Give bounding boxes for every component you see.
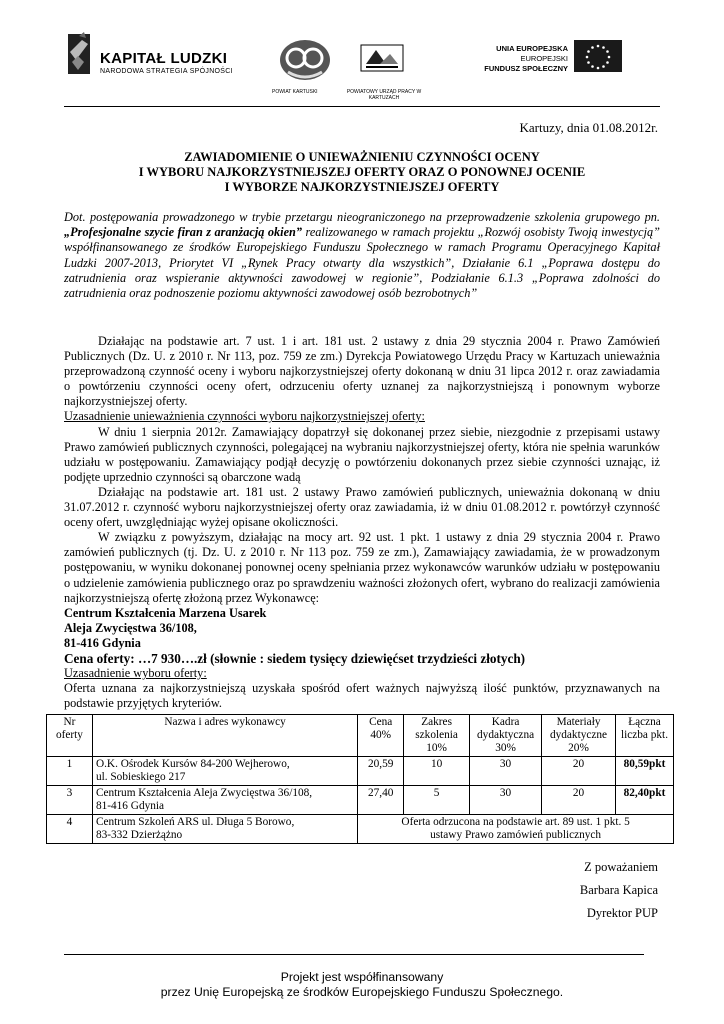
cell-name-line2: 83-332 Dzierżążno — [95, 829, 183, 841]
powiat-kartuski-caption: POWIAT KARTUSKI — [272, 89, 318, 95]
rejected-line2: ustawy Prawo zamówień publicznych — [430, 829, 602, 841]
header-total: Łączna liczba pkt. — [616, 715, 674, 757]
pup-caption: POWIATOWY URZĄD PRACY W KARTUZACH — [346, 89, 422, 101]
signature-block — [580, 856, 658, 925]
paragraph-5: Oferta uznana za najkorzystniejszą uzyskała spośród ofert ważnych najwyższą ilość punktów, przyznawanych na podstawie przyjętych kryteriów. — [64, 681, 660, 711]
cell-price: 20,59 — [358, 757, 404, 786]
kapital-ludzki-mark-icon — [64, 30, 94, 78]
paragraph-1: Działając na podstawie art. 7 ust. 1 i art. 181 ust. 2 ustawy z dnia 29 stycznia 2004 r. Prawo Zamówień Publicznych (Dz. U. z 2010 r. Nr 113, poz. 759 ze zm.) Dyrekcja Powiatowego Urzędu Pracy w Kartuzach unieważnia przeprowadzoną czynność oceny i wyboru najkorzystniejszej oferty dokonaną w dniu 31 lipca 2012 r. oraz zawiadamia o powtórzeniu czynności oceny ofert, odrzuceniu oferty uznanej za najkorzystniejszą i ponownym wyborze najkorzystniejszej oferty. — [64, 334, 660, 409]
cell-name — [92, 815, 357, 844]
cell-name — [92, 757, 357, 786]
paragraph-3: Działając na podstawie art. 181 ust. 2 ustawy Prawo zamówień publicznych, unieważnia dokonaną w dniu 31.07.2012 r. czynność wyboru najkorzystniejszej oferty oraz zawiadamia, iż w dniu 01.08.2012 r. powtórzył czynność oceny ofert, uwzględniając wyżej opisane okoliczności. — [64, 484, 660, 530]
eu-fund-text — [462, 44, 568, 74]
cell-scope: 5 — [404, 786, 470, 815]
winner-city: 81-416 Gdynia — [64, 635, 141, 650]
title-line-2: I WYBORU NAJKORZYSTNIEJSZEJ OFERTY ORAZ O PONOWNEJ OCENIE — [138, 165, 586, 179]
cell-rejected-note — [358, 815, 674, 844]
footer-line1: Projekt jest współfinansowany — [280, 970, 444, 984]
eu-line3: FUNDUSZ SPOŁECZNY — [484, 64, 568, 73]
intro-post: realizowanego w ramach projektu „Rozwój osobisty Twoją inwestycją” współfinansowanego ze środków Europejskiego Funduszu Społecznego w ramach Programu Operacyjnego Kapitał Ludzki 2007-2013, Priorytet VI „Rynek Pracy otwarty dla wszystkich”, Działanie 6.1 „Poprawa dostępu do zatrudnienia oraz wspieranie aktywności zawodowej w regionie”, Podziałanie 6.1.3 „Poprawa zdolności do zatrudnienia oraz podnoszenie poziomu aktywności zawodowej osób bezrobotnych” — [64, 225, 660, 301]
winner-name: Centrum Kształcenia Marzena Usarek — [64, 605, 267, 620]
justification-heading-1: Uzasadnienie unieważnienia czynności wyboru najkorzystniejszej oferty: — [64, 409, 425, 424]
justification-heading-2: Uzasadnienie wyboru oferty: — [64, 666, 207, 681]
closing: Z poważaniem — [584, 860, 658, 874]
paragraph-2: W dniu 1 sierpnia 2012r. Zamawiający dopatrzył się dokonanej przez siebie, niezgodnie z przepisami ustawy Prawo zamówień publicznych czynności, polegającej na wybraniu najkorzystniejszej oferty, która nie spełnia warunków udziału w postępowaniu. Zamawiający podjął decyzję o powtórzeniu dokonanych przez siebie czynności uznając, iż podjęte uprzednio czynności są obarczone wadą — [64, 424, 660, 484]
cell-nr: 4 — [47, 815, 93, 844]
body-text — [64, 334, 660, 711]
paragraph-4: W związku z powyższym, działając na mocy art. 92 ust. 1 pkt. 1 ustawy z dnia 29 stycznia 2004 r. Prawo zamówień publicznych (tj. Dz. U. z 2010 r. Nr 113 poz. 759 ze zm.), Zamawiający zawiadamia, że w prowadzonym postępowaniu, w wyniku dokonanej ponownej oceny spełniania przez wykonawców warunków udziału w postępowaniu o udzielenie zamówienia publicznego oraz po sprawdzeniu ważności złożonych ofert, wybrano do realizacji zamówienia najkorzystniejszą ofertę złożoną przez Wykonawcę: — [64, 530, 660, 605]
cell-name — [92, 786, 357, 815]
header-name: Nazwa i adres wykonawcy — [92, 715, 357, 757]
footer — [64, 970, 660, 1000]
kapital-ludzki-subtitle: NARODOWA STRATEGIA SPÓJNOŚCI — [100, 68, 233, 75]
cell-name-line1: Centrum Szkoleń ARS ul. Długa 5 Borowo, — [95, 816, 295, 828]
eu-flag-icon — [574, 40, 622, 72]
cell-name-line1: Centrum Kształcenia Aleja Zwycięstwa 36/108, — [95, 787, 313, 799]
pup-logo-icon — [360, 44, 404, 72]
cell-scope: 10 — [404, 757, 470, 786]
cell-materials: 20 — [542, 786, 616, 815]
cell-nr: 3 — [47, 786, 93, 815]
kapital-ludzki-title: KAPITAŁ LUDZKI — [100, 50, 228, 67]
eu-line1: UNIA EUROPEJSKA — [496, 44, 568, 53]
header-scope: Zakres szkolenia 10% — [404, 715, 470, 757]
footer-line2: przez Unię Europejską ze środków Europejskiego Funduszu Społecznego. — [160, 985, 564, 999]
header-materials: Materiały dydaktyczne 20% — [542, 715, 616, 757]
title-line-3: I WYBORZE NAJKORZYSTNIEJSZEJ OFERTY — [224, 180, 500, 194]
footer-divider — [64, 954, 644, 955]
cell-nr: 1 — [47, 757, 93, 786]
cell-name-line1: O.K. Ośrodek Kursów 84-200 Wejherowo, — [95, 758, 290, 770]
table-header-row — [47, 715, 674, 757]
title-line-1: ZAWIADOMIENIE O UNIEWAŻNIENIU CZYNNOŚCI OCENY — [184, 150, 540, 164]
winner-street: Aleja Zwycięstwa 36/108, — [64, 620, 197, 635]
signer-title: Dyrektor PUP — [586, 906, 658, 920]
table-row — [47, 815, 674, 844]
header-divider — [64, 106, 660, 107]
cell-name-line2: ul. Sobieskiego 217 — [95, 771, 186, 783]
header-nr: Nr oferty — [47, 715, 93, 757]
signer-name: Barbara Kapica — [579, 883, 658, 897]
cell-name-line2: 81-416 Gdynia — [95, 800, 165, 812]
table-row — [47, 786, 674, 815]
cell-materials: 20 — [542, 757, 616, 786]
document-date: Kartuzy, dnia 01.08.2012r. — [519, 120, 658, 135]
cell-staff: 30 — [470, 786, 542, 815]
powiat-kartuski-logo-icon — [278, 38, 332, 82]
document-title — [64, 150, 660, 195]
eu-line2: EUROPEJSKI — [520, 54, 568, 63]
offer-price: Cena oferty: …7 930….zł (słownie : siedem tysięcy dziewięćset trzydzieści złotych) — [64, 650, 526, 666]
training-name: „Profesjonalne szycie firan z aranżacją okien” — [64, 225, 303, 240]
table-row — [47, 757, 674, 786]
rejected-line1: Oferta odrzucona na podstawie art. 89 ust. 1 pkt. 5 — [401, 816, 630, 828]
header-price: Cena 40% — [358, 715, 404, 757]
cell-price: 27,40 — [358, 786, 404, 815]
header — [0, 0, 724, 112]
offers-table — [46, 714, 674, 844]
intro-pre: Dot. postępowania prowadzonego w trybie przetargu nieograniczonego na przeprowadzenie szkolenia grupowego pn. — [64, 210, 660, 224]
cell-total: 82,40pkt — [616, 786, 674, 815]
intro-paragraph — [64, 210, 660, 301]
cell-staff: 30 — [470, 757, 542, 786]
cell-total: 80,59pkt — [616, 757, 674, 786]
header-staff: Kadra dydaktyczna 30% — [470, 715, 542, 757]
